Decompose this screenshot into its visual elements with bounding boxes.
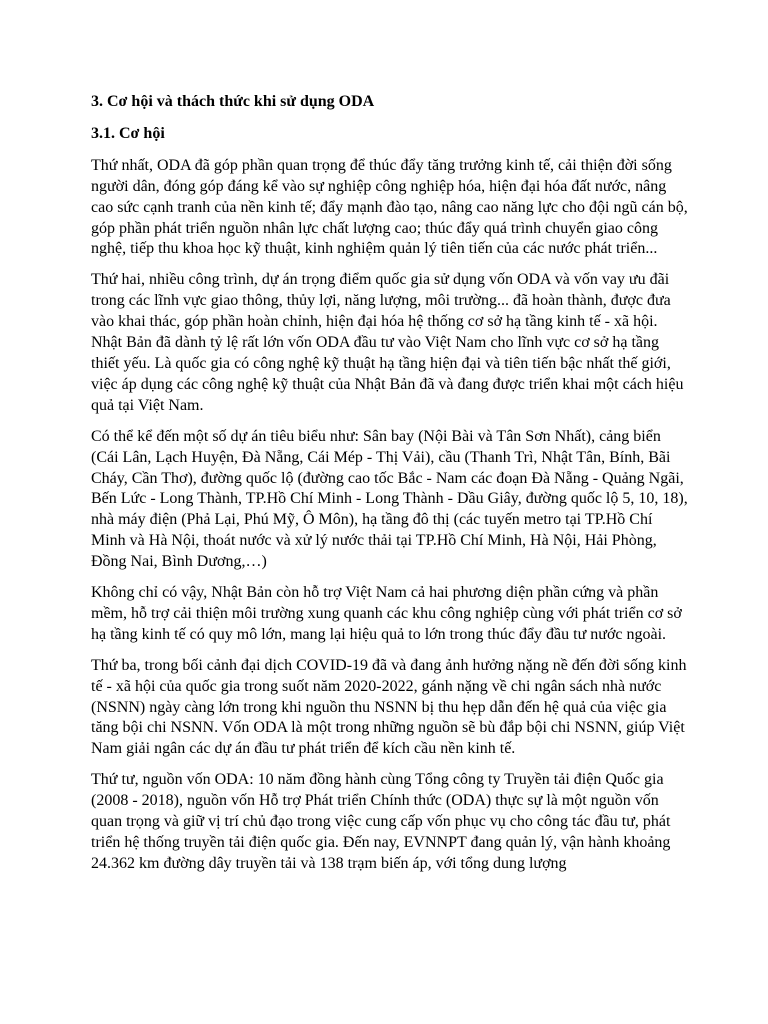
document-page — [91, 92, 691, 885]
subsection-heading: 3.1. Cơ hội — [91, 124, 165, 142]
paragraph-projects: Có thể kể đến một số dự án tiêu biểu như: Sân bay (Nội Bài và Tân Sơn Nhất), cảng biển (Cái Lân, Lạch Huyện, Đà Nẵng, Cái Mép - Thị Vải), cầu (Thanh Trì, Nhật Tân, Bính, Bãi Cháy, Cần Thơ), đường quốc lộ (đường cao tốc Bắc - Nam các đoạn Đà Nẵng - Quảng Ngãi, Bến Lức - Long Thành, TP.Hồ Chí Minh - Long Thành - Dầu Giây, đường quốc lộ 5, 10, 18), nhà máy điện (Phả Lại, Phú Mỹ, Ô Môn), hạ tầng đô thị (các tuyến metro tại TP.Hồ Chí Minh và Hà Nội, thoát nước và xử lý nước thải tại TP.Hồ Chí Minh, Hà Nội, Hải Phòng, Đồng Nai, Bình Dương,…) — [91, 427, 688, 571]
paragraph-fourth: Thứ tư, nguồn vốn ODA: 10 năm đồng hành cùng Tổng công ty Truyền tải điện Quốc gia (2008 - 2018), nguồn vốn Hỗ trợ Phát triển Chính thức (ODA) thực sự là một nguồn vốn quan trọng và giữ vị trí chủ đạo trong việc cung cấp vốn phục vụ cho công tác đầu tư, phát triển hệ thống truyền tải điện quốc gia. Đến nay, EVNNPT đang quản lý, vận hành khoảng 24.362 km đường dây truyền tải và 138 trạm biến áp, với tổng dung lượng — [91, 771, 671, 872]
section-heading: 3. Cơ hội và thách thức khi sử dụng ODA — [91, 93, 375, 110]
paragraph-third: Thứ ba, trong bối cảnh đại dịch COVID-19 đã và đang ảnh hưởng nặng nề đến đời sống kinh tế - xã hội của quốc gia trong suốt năm 2020-2022, gánh nặng về chi ngân sách nhà nước (NSNN) ngày càng lớn trong khi nguồn thu NSNN bị thu hẹp dẫn đến hệ quả của việc gia tăng bội chi NSNN. Vốn ODA là một trong những nguồn sẽ bù đắp bội chi NSNN, giúp Việt Nam giải ngân các dự án đầu tư phát triển để kích cầu nền kinh tế. — [91, 656, 687, 758]
paragraph-japan-support: Không chỉ có vậy, Nhật Bản còn hỗ trợ Việt Nam cả hai phương diện phần cứng và phần mềm, hỗ trợ cải thiện môi trường xung quanh các khu công nghiệp cùng với phát triển cơ sở hạ tầng kinh tế có quy mô lớn, mang lại hiệu quả to lớn trong thúc đẩy đầu tư nước ngoài. — [91, 584, 682, 643]
paragraph-first: Thứ nhất, ODA đã góp phần quan trọng để thúc đẩy tăng trưởng kinh tế, cải thiện đời sống người dân, đóng góp đáng kể vào sự nghiệp công nghiệp hóa, hiện đại hóa đất nước, nâng cao sức cạnh tranh của nền kinh tế; đẩy mạnh đào tạo, nâng cao năng lực cho đội ngũ cán bộ, góp phần phát triển nguồn nhân lực chất lượng cao; thúc đẩy quá trình chuyển giao công nghệ, tiếp thu khoa học kỹ thuật, kinh nghiệm quản lý tiên tiến của các nước phát triển... — [91, 156, 688, 258]
paragraph-second: Thứ hai, nhiều công trình, dự án trọng điểm quốc gia sử dụng vốn ODA và vốn vay ưu đãi trong các lĩnh vực giao thông, thủy lợi, năng lượng, môi trường... đã hoàn thành, được đưa vào khai thác, góp phần hoàn chỉnh, hiện đại hóa hệ thống cơ sở hạ tầng kinh tế - xã hội. Nhật Bản đã dành tỷ lệ rất lớn vốn ODA đầu tư vào Việt Nam cho lĩnh vực cơ sở hạ tầng thiết yếu. Là quốc gia có công nghệ kỹ thuật hạ tầng hiện đại và tiên tiến bậc nhất thế giới, việc áp dụng các công nghệ kỹ thuật của Nhật Bản đã và đang được triển khai một cách hiệu quả tại Việt Nam. — [91, 271, 684, 414]
